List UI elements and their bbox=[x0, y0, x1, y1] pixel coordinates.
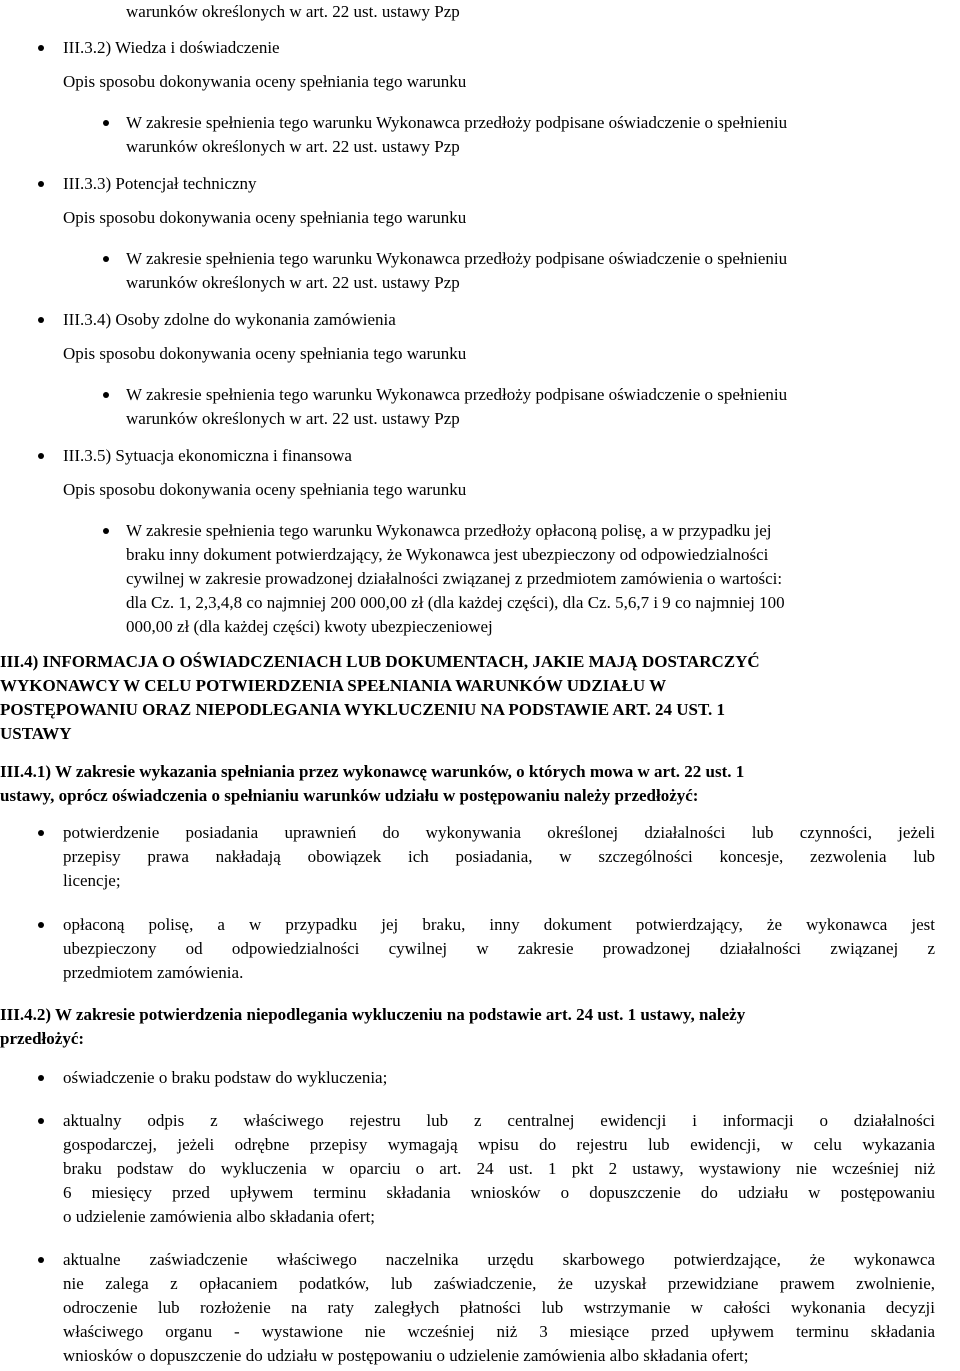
bullet-icon bbox=[38, 1075, 44, 1081]
bullet-icon bbox=[38, 1257, 44, 1263]
list-item-text-line: aktualny odpis z właściwego rejestru lub z centralnej ewidencji i informacji o działalności bbox=[63, 1111, 935, 1130]
bullet-icon bbox=[38, 830, 44, 836]
section-text-line: warunków określonych w art. 22 ust. ustawy Pzp bbox=[126, 273, 460, 292]
bullet-icon bbox=[38, 1118, 44, 1124]
list-item-text-line: opłaconą polisę, a w przypadku jej braku, inny dokument potwierdzający, że wykonawca jest bbox=[63, 915, 935, 934]
section-heading-iii-3-3: III.3.3) Potencjał techniczny bbox=[63, 174, 257, 193]
bullet-icon bbox=[103, 528, 109, 534]
section-heading-iii-4: POSTĘPOWANIU ORAZ NIEPODLEGANIA WYKLUCZENIU NA PODSTAWIE ART. 24 UST. 1 bbox=[0, 700, 726, 719]
subsection-heading-iii-4-1: III.4.1) W zakresie wykazania spełniania przez wykonawcę warunków, o których mowa w art. 22 ust. 1 bbox=[0, 762, 745, 781]
bullet-icon bbox=[38, 453, 44, 459]
section-text-line: W zakresie spełnienia tego warunku Wykonawca przedłoży podpisane oświadczenie o spełnieniu bbox=[126, 385, 788, 404]
section-text-line: 000,00 zł (dla każdej części) kwoty ubezpieczeniowej bbox=[126, 617, 493, 636]
section-text-line: W zakresie spełnienia tego warunku Wykonawca przedłoży podpisane oświadczenie o spełnieniu bbox=[126, 113, 788, 132]
list-item-text-line: braku podstaw do wykluczenia w oparciu o art. 24 ust. 1 pkt 2 ustawy, wystawiony nie wcześniej niż bbox=[63, 1159, 935, 1178]
section-text-line: warunków określonych w art. 22 ust. ustawy Pzp bbox=[126, 137, 460, 156]
section-heading-iii-3-5: III.3.5) Sytuacja ekonomiczna i finansowa bbox=[63, 446, 352, 465]
opis-label: Opis sposobu dokonywania oceny spełniania tego warunku bbox=[63, 208, 467, 227]
list-item-text-line: 6 miesięcy przed upływem terminu składania wniosków o dopuszczenie do udziału w postępowaniu bbox=[63, 1183, 935, 1202]
list-item-text-line: o udzielenie zamówienia albo składania ofert; bbox=[63, 1207, 376, 1226]
opis-label: Opis sposobu dokonywania oceny spełniania tego warunku bbox=[63, 344, 467, 363]
section-heading-iii-3-2: III.3.2) Wiedza i doświadczenie bbox=[63, 38, 280, 57]
opis-label: Opis sposobu dokonywania oceny spełniania tego warunku bbox=[63, 72, 467, 91]
list-item-text-line: aktualne zaświadczenie właściwego naczelnika urzędu skarbowego potwierdzające, że wykonawca bbox=[63, 1250, 935, 1269]
section-text-line: W zakresie spełnienia tego warunku Wykonawca przedłoży podpisane oświadczenie o spełnieniu bbox=[126, 249, 788, 268]
list-item-text-line: ubezpieczony od odpowiedzialności cywilnej w zakresie prowadzonej działalności związanej z bbox=[63, 939, 935, 958]
bullet-icon bbox=[103, 120, 109, 126]
bullet-icon bbox=[103, 392, 109, 398]
section-text-line: cywilnej w zakresie prowadzonej działalności związanej z przedmiotem zamówienia o wartości: bbox=[126, 569, 783, 588]
bullet-icon bbox=[38, 181, 44, 187]
section-heading-iii-4: III.4) INFORMACJA O OŚWIADCZENIACH LUB DOKUMENTACH, JAKIE MAJĄ DOSTARCZYĆ bbox=[0, 652, 760, 671]
list-item-text-line: nie zalega z opłacaniem podatków, lub zaświadczenie, że uzyskał przewidziane prawem zwolnienie, bbox=[63, 1274, 935, 1293]
list-item-text-line: gospodarczej, jeżeli odrębne przepisy wymagają wpisu do rejestru lub ewidencji, w celu wykazania bbox=[63, 1135, 935, 1154]
list-item-text-line: przedmiotem zamówienia. bbox=[63, 963, 244, 982]
list-item-text-line: licencje; bbox=[63, 871, 121, 890]
section-text-line: warunków określonych w art. 22 ust. ustawy Pzp bbox=[126, 409, 460, 428]
subsection-heading-iii-4-2: przedłożyć: bbox=[0, 1029, 85, 1048]
list-item-text-line: wniosków o dopuszczenie do udziału w postępowaniu o udzielenie zamówienia albo składania ofert; bbox=[63, 1346, 749, 1365]
subsection-heading-iii-4-2: III.4.2) W zakresie potwierdzenia niepodlegania wykluczeniu na podstawie art. 24 ust. 1 ustawy, należy bbox=[0, 1005, 746, 1024]
subsection-heading-iii-4-1: ustawy, oprócz oświadczenia o spełnianiu warunków udziału w postępowaniu należy przedłożyć: bbox=[0, 786, 699, 805]
section-text-line: dla Cz. 1, 2,3,4,8 co najmniej 200 000,00 zł (dla każdej części), dla Cz. 5,6,7 i 9 co najmniej 100 bbox=[126, 593, 785, 612]
list-item-text-line: przepisy prawa nakładają obowiązek ich posiadania, w szczególności koncesje, zezwolenia lub bbox=[63, 847, 935, 866]
bullet-icon bbox=[38, 317, 44, 323]
bullet-icon bbox=[38, 922, 44, 928]
section-heading-iii-3-4: III.3.4) Osoby zdolne do wykonania zamówienia bbox=[63, 310, 396, 329]
section-text-line: braku inny dokument potwierdzający, że Wykonawca jest ubezpieczony od odpowiedzialności bbox=[126, 545, 769, 564]
bullet-icon bbox=[103, 256, 109, 262]
opis-label: Opis sposobu dokonywania oceny spełniania tego warunku bbox=[63, 480, 467, 499]
bullet-icon bbox=[38, 45, 44, 51]
list-item-text-line: właściwego organu - wystawione nie wcześniej niż 3 miesiące przed upływem terminu składania bbox=[63, 1322, 935, 1341]
list-item-text-line: odroczenie lub rozłożenie na raty zaległych płatności lub wstrzymanie w całości wykonania decyzji bbox=[63, 1298, 935, 1317]
section-heading-iii-4: USTAWY bbox=[0, 724, 72, 743]
continuation-text: warunków określonych w art. 22 ust. ustawy Pzp bbox=[126, 2, 460, 21]
section-heading-iii-4: WYKONAWCY W CELU POTWIERDZENIA SPEŁNIANIA WARUNKÓW UDZIAŁU W bbox=[0, 676, 667, 695]
section-text-line: W zakresie spełnienia tego warunku Wykonawca przedłoży opłaconą polisę, a w przypadku jej bbox=[126, 521, 772, 540]
list-item-text-line: potwierdzenie posiadania uprawnień do wykonywania określonej działalności lub czynności, jeżeli bbox=[63, 823, 935, 842]
list-item-text-line: oświadczenie o braku podstaw do wykluczenia; bbox=[63, 1068, 388, 1087]
